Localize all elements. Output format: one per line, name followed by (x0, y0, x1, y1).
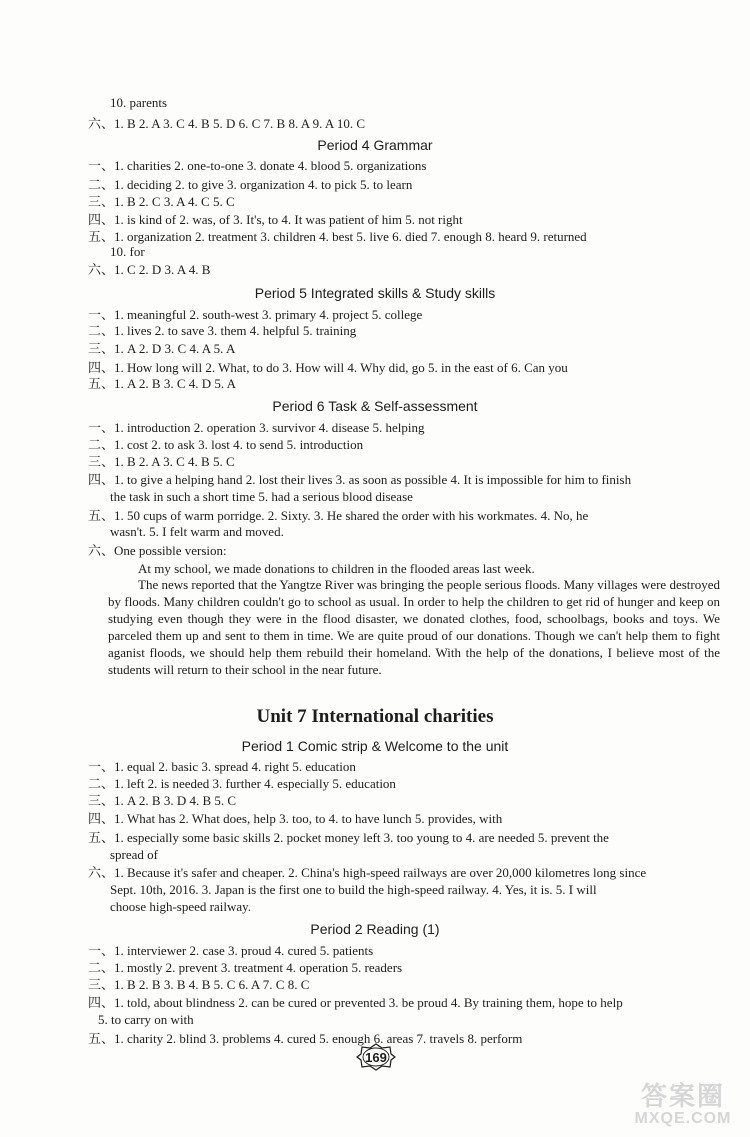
period-heading: Period 4 Grammar (317, 137, 433, 153)
period-heading: Period 5 Integrated skills & Study skills (254, 285, 496, 301)
answer-line: 三、1. B 2. C 3. A 4. C 5. C (88, 194, 235, 209)
answer-line: Sept. 10th, 2016. 3. Japan is the first one to build the high-speed railway. 4. Yes, it is. 5. I will (110, 882, 597, 897)
answer-line: 六、1. C 2. D 3. A 4. B (88, 262, 211, 277)
answer-line: 二、1. cost 2. to ask 3. lost 4. to send 5. introduction (88, 437, 364, 452)
unit-title: Unit 7 International charities (256, 706, 494, 727)
answer-line: 5. to carry on with (98, 1012, 194, 1027)
period-heading: Period 1 Comic strip & Welcome to the unit (241, 738, 509, 754)
essay-paragraph: The news reported that the Yangtze River was bringing the people serious floods. Many villages were destroyed by floods. Many children couldn't go to school as usual. In order to help the children to get rid of hunger and keep on studying even though they were in the flood disaster, we donated clothes, food, schoolbags, books and toys. We parceled them up and sent to them in time. We are quite proud of our donations. Though we can't help them to fight aganist floods, we should help them rebuild their homeland. With the help of the donations, I believe most of the students will return to their school in the near future. (108, 577, 720, 677)
answer-line: 五、1. 50 cups of warm porridge. 2. Sixty. 3. He shared the order with his workmates. 4. No, he (88, 508, 589, 523)
answer-line: 五、1. charity 2. blind 3. problems 4. cured 5. enough 6. areas 7. travels 8. perform (88, 1031, 523, 1046)
answer-line: 三、1. B 2. B 3. B 4. B 5. C 6. A 7. C 8. C (88, 977, 310, 992)
answer-line: wasn't. 5. I felt warm and moved. (110, 524, 284, 539)
answer-line: 三、1. A 2. B 3. D 4. B 5. C (88, 793, 237, 808)
answer-line: 10. for (110, 244, 145, 259)
answer-line: 10. parents (110, 95, 168, 110)
answer-line: 四、1. How long will 2. What, to do 3. How will 4. Why did, go 5. in the east of 6. Can you (88, 360, 568, 375)
answer-line: 六、1. B 2. A 3. C 4. B 5. D 6. C 7. B 8. A 9. A 10. C (88, 116, 366, 131)
watermark-top: 答案圈 (640, 1081, 725, 1111)
answer-line: choose high-speed railway. (110, 899, 252, 914)
answer-line: 二、1. mostly 2. prevent 3. treatment 4. operation 5. readers (88, 960, 403, 975)
answer-line: 二、1. deciding 2. to give 3. organization 4. to pick 5. to learn (88, 177, 413, 192)
watermark-bottom: MXQE.COM (634, 1110, 732, 1127)
answer-line: 四、1. What has 2. What does, help 3. too, to 4. to have lunch 5. provides, with (88, 811, 503, 826)
page-number: 169 (365, 1049, 387, 1065)
answer-line: the task in such a short time 5. had a serious blood disease (110, 489, 413, 504)
answer-line: 四、1. is kind of 2. was, of 3. It's, to 4. It was patient of him 5. not right (88, 212, 463, 227)
answer-line: 五、1. organization 2. treatment 3. children 4. best 5. live 6. died 7. enough 8. heard 9. returned (88, 229, 587, 244)
answer-line: 一、1. meaningful 2. south-west 3. primary 4. project 5. college (88, 307, 423, 322)
answer-line: 一、1. introduction 2. operation 3. survivor 4. disease 5. helping (88, 420, 425, 435)
answer-line: spread of (110, 847, 159, 862)
watermark-logo (618, 1082, 748, 1134)
answer-line: 五、1. A 2. B 3. C 4. D 5. A (88, 376, 237, 391)
period-heading: Period 2 Reading (1) (310, 921, 440, 937)
answer-line: 四、1. to give a helping hand 2. lost their lives 3. as soon as possible 4. It is impossible for him to finish (88, 472, 632, 487)
answer-line: 一、1. charities 2. one-to-one 3. donate 4. blood 5. organizations (88, 158, 427, 173)
answer-line: 三、1. B 2. A 3. C 4. B 5. C (88, 454, 235, 469)
answer-line: 四、1. told, about blindness 2. can be cured or prevented 3. be proud 4. By training them, hope to help (88, 995, 623, 1010)
answer-line: 二、1. left 2. is needed 3. further 4. especially 5. education (88, 776, 396, 791)
essay-line: At my school, we made donations to children in the flooded areas last week. (138, 561, 535, 576)
answer-line: 二、1. lives 2. to save 3. them 4. helpful 5. training (88, 323, 357, 338)
answer-line: 五、1. especially some basic skills 2. pocket money left 3. too young to 4. are needed 5. prevent the (88, 830, 609, 845)
page-number-badge (356, 1043, 396, 1071)
answer-line: 六、1. Because it's safer and cheaper. 2. China's high-speed railways are over 20,000 kilometres long since (88, 865, 647, 880)
answer-line: 六、One possible version: (88, 543, 227, 558)
period-heading: Period 6 Task & Self-assessment (272, 398, 478, 414)
answer-line: 三、1. A 2. D 3. C 4. A 5. A (88, 341, 236, 356)
answer-line: 一、1. interviewer 2. case 3. proud 4. cured 5. patients (88, 943, 374, 958)
answer-line: 一、1. equal 2. basic 3. spread 4. right 5. education (88, 759, 356, 774)
